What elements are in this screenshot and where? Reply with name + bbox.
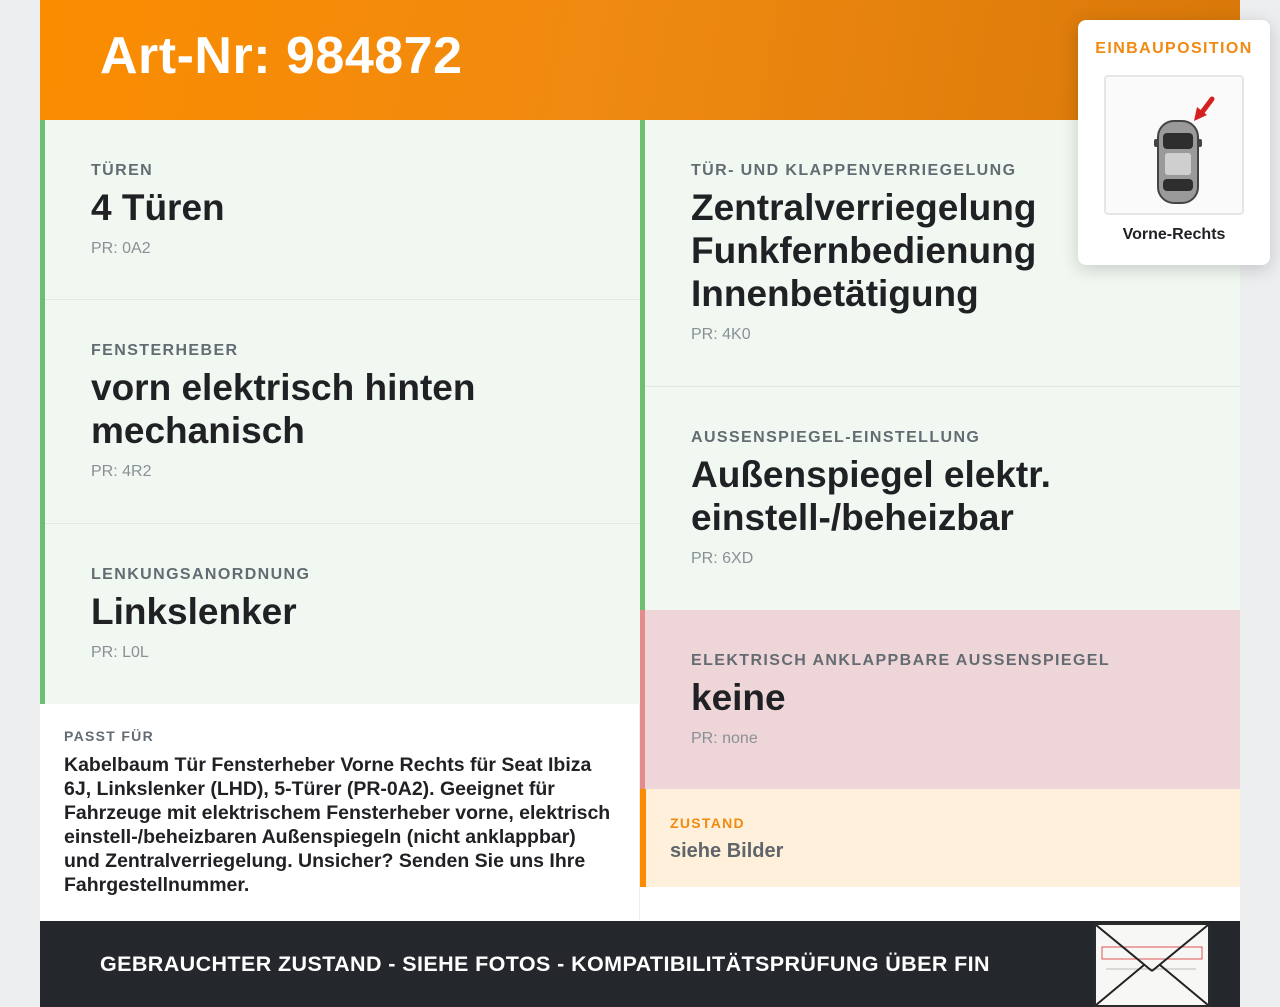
- feature-pr-code: PR: 0A2: [91, 240, 151, 257]
- install-position-card: [1078, 20, 1270, 265]
- feature-pr-code: PR: L0L: [91, 644, 149, 661]
- feature-label: FENSTERHEBER: [91, 342, 239, 359]
- install-position-caption: Vorne-Rechts: [1122, 226, 1226, 243]
- feature-label: LENKUNGSANORDNUNG: [91, 566, 311, 583]
- feature-doors: [40, 120, 640, 300]
- feature-window-lifter: [40, 300, 640, 524]
- condition-box: [640, 789, 1240, 887]
- condition-label: ZUSTAND: [670, 815, 745, 831]
- product-sheet: [40, 0, 1253, 1007]
- feature-steering: [40, 524, 640, 704]
- condition-value: siehe Bilder: [670, 840, 784, 862]
- feature-value: Außenspiegel elektr. einstell-/beheizbar: [691, 454, 1051, 538]
- fitment-label: PASST FÜR: [64, 728, 154, 744]
- fitment-text: Kabelbaum Tür Fensterheber Vorne Rechts für Seat Ibiza 6J, Linkslenker (LHD), 5-Türer (PR-0A2). Geeignet für Fahrzeuge mit elektrischem Fensterheber vorne, elektrisch einstell-/beheizbaren Außenspiegeln (nicht anklappbar) und Zentralverriegelung. Unsicher? Senden Sie uns Ihre Fahrgestellnummer.: [64, 754, 611, 896]
- feature-label: TÜR- UND KLAPPENVERRIEGELUNG: [691, 162, 1017, 179]
- envelope-stamp-icon: [1094, 923, 1210, 1007]
- red-arrow-icon: [1194, 99, 1212, 121]
- feature-pr-code: PR: 4K0: [691, 326, 751, 343]
- feature-value: Zentralverriegelung Funkfernbedienung Innenbetätigung: [691, 187, 1037, 314]
- feature-mirror-folding: [640, 610, 1240, 789]
- feature-mirror-adjust: [640, 387, 1240, 610]
- feature-value: keine: [691, 677, 786, 718]
- feature-value: vorn elektrisch hinten mechanisch: [91, 367, 476, 451]
- feature-value: Linkslenker: [91, 591, 297, 632]
- feature-label: TÜREN: [91, 162, 154, 179]
- install-position-image: [1104, 75, 1244, 215]
- header-bar: [40, 0, 1240, 120]
- install-position-label: EINBAUPOSITION: [1095, 40, 1253, 57]
- feature-pr-code: PR: 6XD: [691, 550, 754, 567]
- footer-text: GEBRAUCHTER ZUSTAND - SIEHE FOTOS - KOMPATIBILITÄTSPRÜFUNG ÜBER FIN: [100, 952, 990, 976]
- feature-value: 4 Türen: [91, 187, 225, 228]
- feature-pr-code: PR: 4R2: [91, 463, 152, 480]
- footer-bar: [40, 921, 1240, 1007]
- feature-label: ELEKTRISCH ANKLAPPBARE AUSSENSPIEGEL: [691, 652, 1111, 669]
- feature-label: AUSSENSPIEGEL-EINSTELLUNG: [691, 429, 981, 446]
- car-topview-icon: [1154, 121, 1202, 203]
- feature-pr-code: PR: none: [691, 730, 758, 747]
- fitment-box: [40, 704, 640, 920]
- article-number-title: Art-Nr: 984872: [100, 27, 463, 85]
